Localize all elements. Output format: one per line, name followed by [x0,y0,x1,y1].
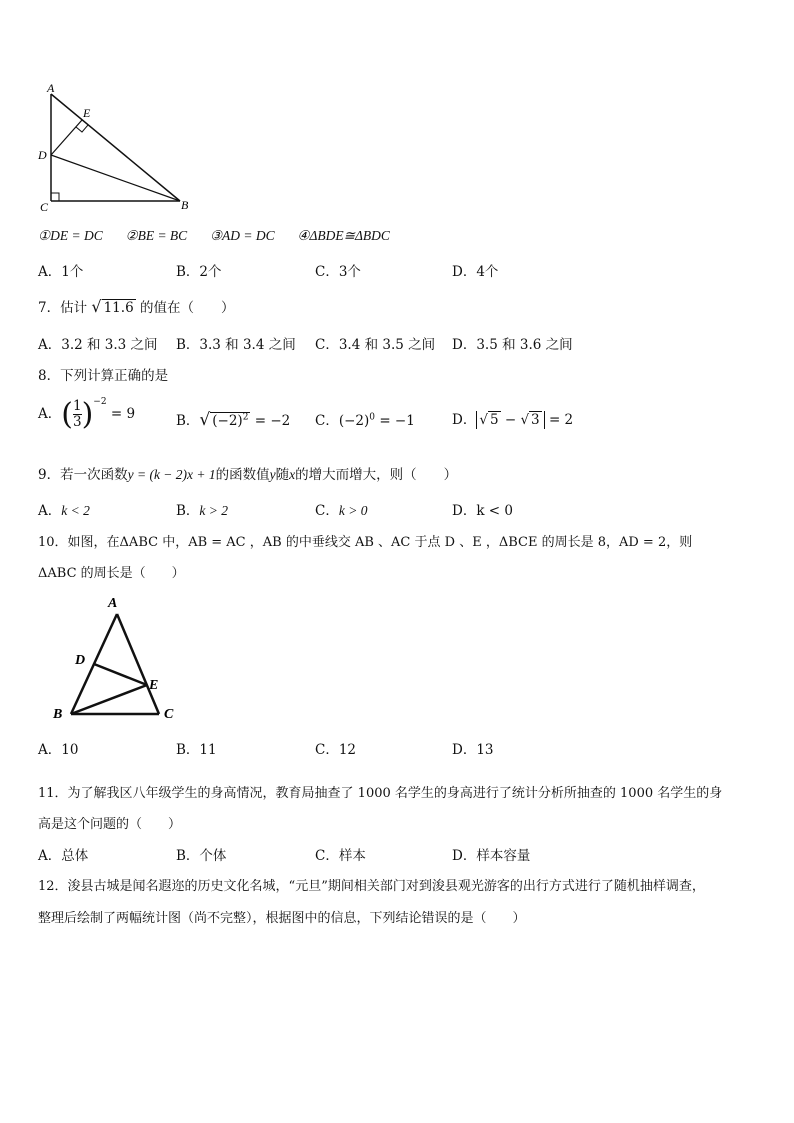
q7-prefix: 7．估计 [38,300,88,316]
q7-stem: 7．估计 √ 11.6 的值在（ ） [38,297,235,316]
q9-c-label: C． [315,503,339,519]
segment-ab [51,94,180,201]
q9-c-text: k > 0 [338,503,368,518]
right-angle-mark-e [76,125,88,132]
q9-a-text: k < 2 [61,503,90,518]
q6-statement-2: ②BE = BC [125,228,188,243]
q9-option-c[interactable] [315,499,367,519]
q7-option-c[interactable]: C．3.4 和 3.5 之间 [315,337,436,353]
q8-a-label: A． [38,406,62,422]
q10-option-a[interactable]: A．10 [38,742,79,758]
q10-option-d[interactable]: D．13 [452,742,494,758]
q7-suffix: 的值在（ ） [139,300,235,316]
q6-option-c[interactable]: C．3个 [315,264,361,280]
q8-d-rhs: = 2 [548,412,574,428]
segment-db [51,155,180,201]
q9-option-a[interactable] [38,499,90,519]
q8-option-a[interactable]: A．( $\frac{1}{3}$ )$^{-2}$ = 9 [38,397,136,432]
q9-suffix: 的增大而增大，则（ ） [295,467,458,483]
q10-option-b[interactable]: B．11 [176,742,217,758]
q8-b-inner: (−2) [212,413,243,429]
q11-stem-line1: 11．为了解我区八年级学生的身高情况，教育局抽查了 1000 名学生的身高进行了统计分析所抽查的 1000 名学生的身 [38,786,723,801]
q7-option-d[interactable]: D．3.5 和 3.6 之间 [452,337,573,353]
q10-option-c[interactable]: C．12 [315,742,357,758]
right-angle-mark-c [51,193,59,201]
q8-c-base: (−2) [338,413,370,429]
q8-a-num: 1 [72,398,82,414]
q11-stem-line2: 高是这个问题的（ ） [38,817,182,832]
q8-b-rhs: = −2 [254,413,291,429]
q9-option-d[interactable]: D．k < 0 [452,503,513,519]
q12-stem-line1: 12．浚县古城是闻名遐迩的历史文化名城，“元旦”期间相关部门对到浚县观光游客的出行方式进行了随机抽样调查， [38,879,705,894]
q10-stem-line2: ΔABC 的周长是（ ） [38,566,185,581]
label-b2: B [53,707,63,722]
q11-option-c[interactable]: C．样本 [315,848,366,864]
q8-c-label: C． [315,413,339,429]
q8-a-den: 3 [72,414,82,430]
q9-b-text: k > 2 [199,503,229,518]
segment-ac2 [117,614,159,714]
q8-d-mid: − [500,412,521,428]
label-a: A [47,81,55,95]
q8-d-inner1: 5 [489,412,499,428]
q9-a-label: A． [38,503,62,519]
label-e2: E [149,678,159,693]
q6-statement-4: ④ΔBDE≅ΔBDC [297,228,390,243]
q8-stem: 8．下列计算正确的是 [38,368,169,384]
q9-b-label: B． [176,503,200,519]
label-c: C [40,200,49,214]
q11-option-a[interactable]: A．总体 [38,848,89,864]
q11-option-b[interactable]: B．个体 [176,848,227,864]
figure-isosceles-triangle [45,590,190,725]
label-a2: A [108,596,118,611]
q8-c-exp: 0 [369,412,376,423]
q6-statement-1: ①DE = DC [38,228,103,243]
q8-d-label: D． [452,412,477,428]
q9-mid2: 随 [275,467,290,483]
q9-stem [38,463,457,483]
q9-mid1: 的函数值 [215,467,270,483]
q8-option-c[interactable] [315,409,415,429]
q7-option-a[interactable]: A．3.2 和 3.3 之间 [38,337,158,353]
q9-option-b[interactable] [176,499,228,519]
q10-stem-line1: 10．如图，在ΔABC 中，AB = AC ，AB 的中垂线交 AB 、AC 于点 D 、E ，ΔBCE 的周长是 8，AD = 2，则 [38,535,693,550]
label-e: E [83,106,91,120]
q9-func: y = (k − 2)x + 1 [127,467,216,482]
q8-a-rhs: = 9 [110,406,136,422]
q6-statements [38,228,390,244]
label-d2: D [75,653,86,668]
label-d: D [38,148,47,162]
q6-option-d[interactable]: D．4个 [452,264,499,280]
q11-option-d[interactable]: D．样本容量 [452,848,531,864]
q9-prefix: 9．若一次函数 [38,467,128,483]
q7-radicand: 11.6 [103,300,134,316]
label-b: B [181,198,189,212]
q6-option-b[interactable]: B．2个 [176,264,222,280]
q8-c-rhs: = −1 [379,413,415,429]
q9-var-y: y [269,467,276,482]
q6-option-a[interactable]: A．1个 [38,264,84,280]
q7-option-b[interactable]: B．3.3 和 3.4 之间 [176,337,296,353]
q8-b-exp: 2 [242,412,249,423]
segment-de [51,120,82,155]
figure-right-triangle [30,80,205,215]
q6-statement-3: ③AD = DC [209,228,275,243]
q9-var-x: x [289,467,296,482]
q8-option-b[interactable]: B．√ $(-2)^2 = -2$ [176,410,291,430]
label-c2: C [164,707,174,722]
q8-option-d[interactable]: D． √ 5 − √ 3 = 2 [452,412,574,428]
q8-b-label: B． [176,413,200,429]
q8-a-exp: −2 [93,397,107,407]
q12-stem-line2: 整理后绘制了两幅统计图（尚不完整），根据图中的信息，下列结论错误的是（ ） [38,911,526,926]
q8-d-inner2: 3 [531,412,540,428]
